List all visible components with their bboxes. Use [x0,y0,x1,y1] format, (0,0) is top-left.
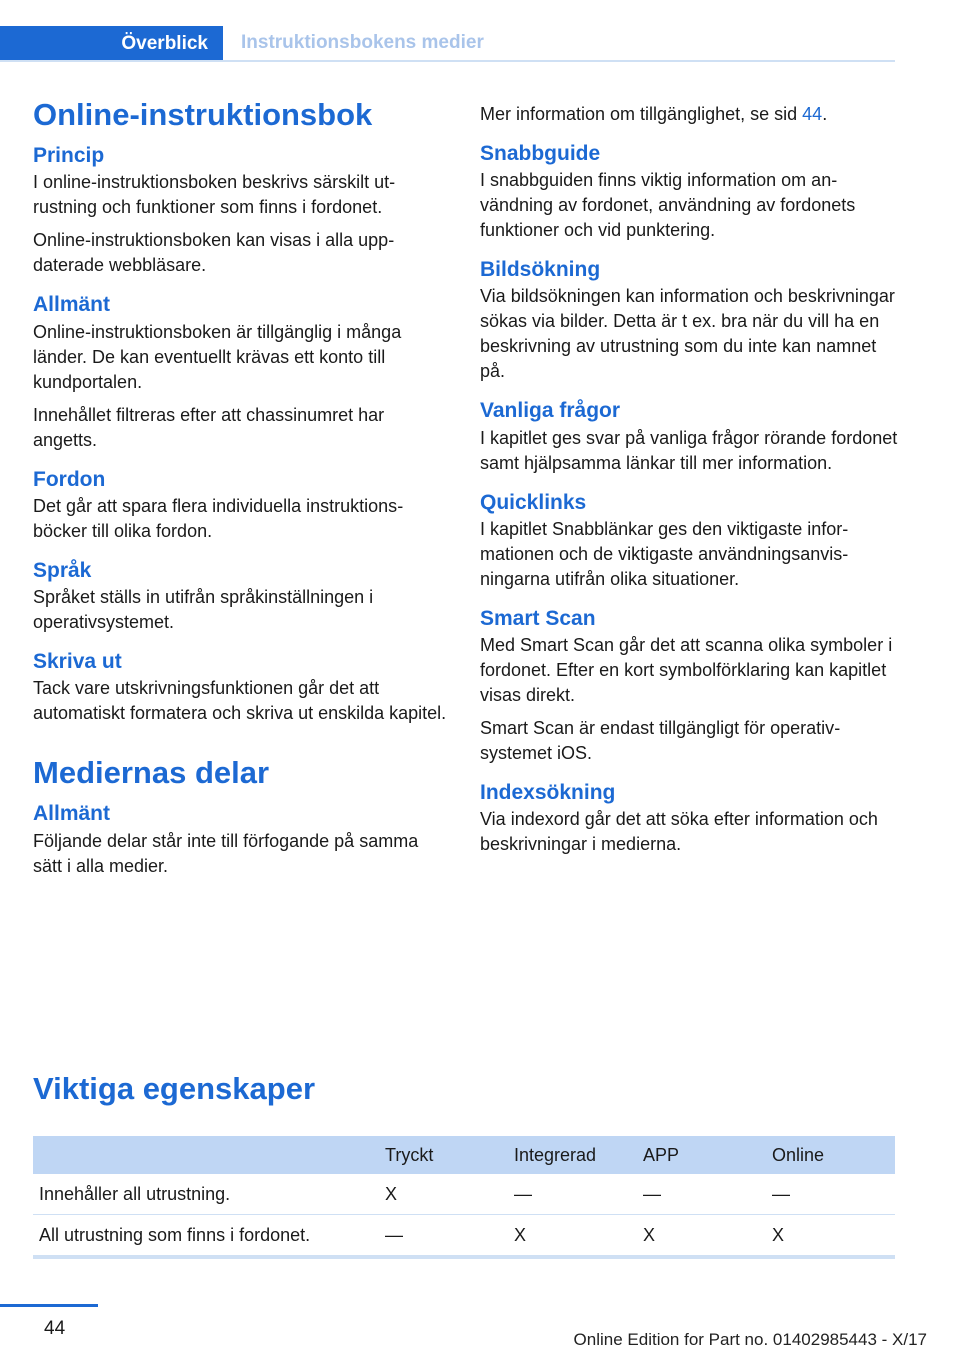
paragraph: Det går att spara flera individuella instruktionsböcker till olika fordon. [33,495,404,541]
paragraph: Med Smart Scan går det att scanna olika symboler i fordonet. Efter en kort symbolförklaring kan kapitlet visas direkt. [480,634,893,705]
table-header-cell: Integrerad [508,1136,637,1174]
heading-allmant: Allmänt [33,293,111,317]
paragraph: Följande delar står inte till förfogande på samma sätt i alla medier. [33,830,419,876]
paragraph: Smart Scan är endast tillgängligt för operativsystemet iOS. [480,717,841,763]
table-header-cell [33,1136,379,1174]
tab-overview[interactable]: Överblick [0,26,223,62]
heading-fordon: Fordon [33,467,106,491]
left-column [33,96,448,879]
heading-quicklinks: Quicklinks [480,490,587,514]
paragraph: Tack vare utskrivningsfunktionen går det att automatiskt formatera och skriva ut enskilda kapitel. [33,678,447,724]
heading-princip: Princip [33,144,105,168]
right-column [480,96,898,857]
properties-table [33,1136,895,1259]
heading-skriva-ut: Skriva ut [33,649,122,673]
paragraph: Via indexord går det att söka efter information och beskrivningar i medierna. [480,809,878,855]
table-cell: — [379,1215,508,1258]
table-header-cell: APP [637,1136,766,1174]
footer-divider [0,1304,98,1307]
paragraph: Online-instruktionsboken kan visas i alla uppdaterade webbläsare. [33,230,395,276]
table-row [33,1174,895,1215]
heading-snabbguide: Snabbguide [480,142,601,165]
section-title-online-manual: Online-instruktionsbok [33,97,373,132]
header-divider [0,60,895,62]
table-cell: X [766,1215,895,1258]
table-header-cell: Tryckt [379,1136,508,1174]
table-cell: X [637,1215,766,1258]
paragraph: Språket ställs in utifrån språkinställningen i operativsystemet. [33,586,374,632]
table-cell: — [508,1174,637,1215]
page-number: 44 [44,1318,66,1339]
page-link[interactable]: 44 [802,104,823,124]
heading-vanliga-fragor: Vanliga frågor [480,399,621,423]
section-title-media-parts: Mediernas delar [33,755,270,791]
heading-bildsokning: Bildsökning [480,258,601,282]
table-header-row [33,1136,895,1174]
paragraph: I kapitlet ges svar på vanliga frågor rörande fordonet samt hjälpsamma länkar till mer information. [480,427,898,473]
heading-allmant-media: Allmänt [33,802,111,826]
table-cell: All utrustning som finns i fordonet. [33,1215,379,1258]
heading-sprak: Språk [33,558,92,582]
paragraph: I snabbguiden finns viktig information om användning av fordonet, användning av fordonets funktioner och vid punktering. [480,170,856,241]
paragraph: I online-instruktionsboken beskrivs särskilt utrustning och funktioner som finns i fordonet. [33,172,396,218]
paragraph: Innehållet filtreras efter att chassinumret har angetts. [33,404,385,450]
table-cell: X [508,1215,637,1258]
table-cell: X [379,1174,508,1215]
table-header-cell: Online [766,1136,895,1174]
header-tabs [0,26,895,62]
edition-text: Online Edition for Part no. 01402985443 - X/17 [573,1330,927,1349]
paragraph: I kapitlet Snabblänkar ges den viktigaste informationen och de viktigaste användningsanvisningarna utifrån olika situationer. [480,518,849,589]
heading-indexsokning: Indexsökning [480,780,616,804]
table-cell: — [637,1174,766,1215]
paragraph: Via bildsökningen kan information och beskrivningar sökas via bilder. Detta är t ex. bra när du vill ha en beskrivning av utrustning som du inte kan namnet på. [480,286,895,382]
heading-smart-scan: Smart Scan [480,606,596,630]
table-cell: Innehåller all utrustning. [33,1174,379,1215]
tab-manual-media[interactable]: Instruktionsbokens medier [241,32,484,53]
table-cell: — [766,1174,895,1215]
paragraph-availability: Mer information om tillgänglighet, se sid 44. [480,104,828,124]
section-title-properties: Viktiga egenskaper [33,1071,316,1106]
table-row [33,1215,895,1258]
paragraph: Online-instruktionsboken är tillgänglig i många länder. De kan eventuellt krävas ett konto till kundportalen. [33,321,402,392]
